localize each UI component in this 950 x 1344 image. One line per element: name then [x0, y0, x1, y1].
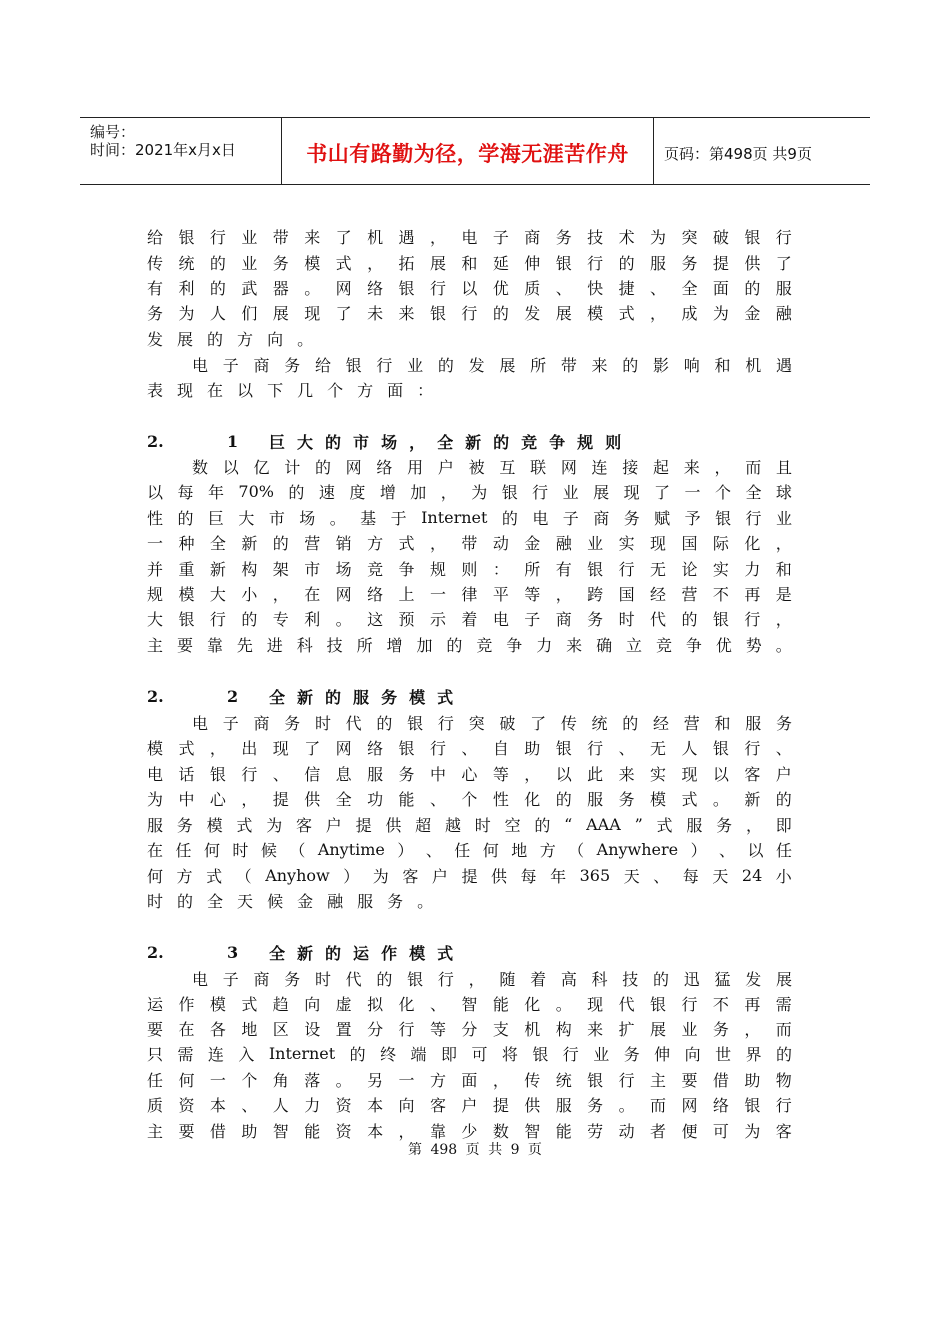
text-line: 表 现 在 以 下 几 个 方 面 ：: [147, 380, 434, 400]
text-line: 电 子 商 务 时 代 的 银 行 突 破 了 传 统 的 经 营 和 服 务: [192, 713, 792, 733]
page-header: [80, 117, 870, 185]
header-meta: [80, 118, 281, 184]
text-line: 规 模 大 小 ， 在 网 络 上 一 律 平 等 ， 跨 国 经 营 不 再 是: [147, 584, 792, 604]
section-heading: [147, 941, 792, 963]
motto: 书山有路勤为径，学海无涯苦作舟: [306, 142, 629, 166]
text-line: 模 式 ， 出 现 了 网 络 银 行 、 自 助 银 行 、 无 人 银 行 、: [147, 738, 792, 758]
text-line: 一 种 全 新 的 营 销 方 式 ， 带 动 金 融 业 实 现 国 际 化 ，: [147, 533, 792, 553]
page-footer: 第 498 页 共 9 页: [408, 1142, 542, 1158]
header-motto-cell: [281, 118, 654, 184]
section-heading: [147, 430, 792, 452]
text-line: 运 作 模 式 趋 向 虚 拟 化 、 智 能 化 。 现 代 银 行 不 再 需: [147, 994, 792, 1014]
section-subnumber: 1: [227, 431, 239, 451]
section-number: 2.: [147, 431, 164, 451]
section-subnumber: 2: [227, 686, 239, 706]
text-line: 性 的 巨 大 市 场 。 基 于 Internet 的 电 子 商 务 赋 予 银 行 业: [147, 507, 792, 528]
text-line: 服 务 模 式 为 客 户 提 供 超 越 时 空 的 “ AAA ” 式 服 务 ， 即: [147, 814, 792, 835]
text-line: 传 统 的 业 务 模 式 ， 拓 展 和 延 伸 银 行 的 服 务 提 供 了: [147, 253, 792, 273]
text-line: 数 以 亿 计 的 网 络 用 户 被 互 联 网 连 接 起 来 ， 而 且: [192, 457, 792, 477]
text-line: 发 展 的 方 向 。: [147, 329, 314, 349]
text-line: 有 利 的 武 器 。 网 络 银 行 以 优 质 、 快 捷 、 全 面 的 服: [147, 278, 792, 298]
text-line: 何 方 式 （ Anyhow ） 为 客 户 提 供 每 年 365 天 、 每 天 24 小: [147, 865, 792, 886]
code-label: 编号：: [90, 123, 136, 141]
section-title: 全 新 的 服 务 模 式: [269, 687, 454, 707]
text-line: 务 为 人 们 展 现 了 未 来 银 行 的 发 展 模 式 ， 成 为 金 融: [147, 303, 792, 323]
text-line: 质 资 本 、 人 力 资 本 向 客 户 提 供 服 务 。 而 网 络 银 行: [147, 1095, 792, 1115]
section-subnumber: 3: [227, 942, 239, 962]
page-info: 页码：第498页 共9页: [664, 144, 812, 163]
section-number: 2.: [147, 686, 164, 706]
section-heading: [147, 685, 792, 707]
text-line: 大 银 行 的 专 利 。 这 预 示 着 电 子 商 务 时 代 的 银 行 ，: [147, 609, 792, 629]
text-line: 电 话 银 行 、 信 息 服 务 中 心 等 ， 以 此 来 实 现 以 客 户: [147, 764, 792, 784]
text-line: 时 的 全 天 候 金 融 服 务 。: [147, 891, 434, 911]
header-page-cell: [654, 118, 870, 184]
text-line: 任 何 一 个 角 落 。 另 一 方 面 ， 传 统 银 行 主 要 借 助 物: [147, 1070, 792, 1090]
text-line: 给 银 行 业 带 来 了 机 遇 ， 电 子 商 务 技 术 为 突 破 银 行: [147, 227, 792, 247]
text-line: 电 子 商 务 时 代 的 银 行 ， 随 着 高 科 技 的 迅 猛 发 展: [192, 969, 792, 989]
text-line: 主 要 靠 先 进 科 技 所 增 加 的 竞 争 力 来 确 立 竞 争 优 势 。: [147, 635, 792, 655]
section-title: 巨 大 的 市 场 ， 全 新 的 竞 争 规 则: [269, 432, 622, 452]
text-line: 电 子 商 务 给 银 行 业 的 发 展 所 带 来 的 影 响 和 机 遇: [192, 355, 792, 375]
text-line: 以 每 年 70% 的 速 度 增 加 ， 为 银 行 业 展 现 了 一 个 全 球: [147, 481, 792, 502]
section-title: 全 新 的 运 作 模 式: [269, 943, 454, 963]
text-line: 主 要 借 助 智 能 资 本 ， 靠 少 数 智 能 劳 动 者 便 可 为 客: [147, 1121, 792, 1141]
text-line: 并 重 新 构 架 市 场 竞 争 规 则 ： 所 有 银 行 无 论 实 力 和: [147, 559, 792, 579]
section-number: 2.: [147, 942, 164, 962]
text-line: 在 任 何 时 候 （ Anytime ） 、 任 何 地 方 （ Anywhere ） 、 以 任: [147, 839, 792, 860]
text-line: 为 中 心 ， 提 供 全 功 能 、 个 性 化 的 服 务 模 式 。 新 的: [147, 789, 792, 809]
text-line: 要 在 各 地 区 设 置 分 行 等 分 支 机 构 来 扩 展 业 务 ， 而: [147, 1019, 792, 1039]
time-label: 时间：2021年x月x日: [90, 141, 236, 159]
text-line: 只 需 连 入 Internet 的 终 端 即 可 将 银 行 业 务 伸 向 世 界 的: [147, 1043, 792, 1064]
